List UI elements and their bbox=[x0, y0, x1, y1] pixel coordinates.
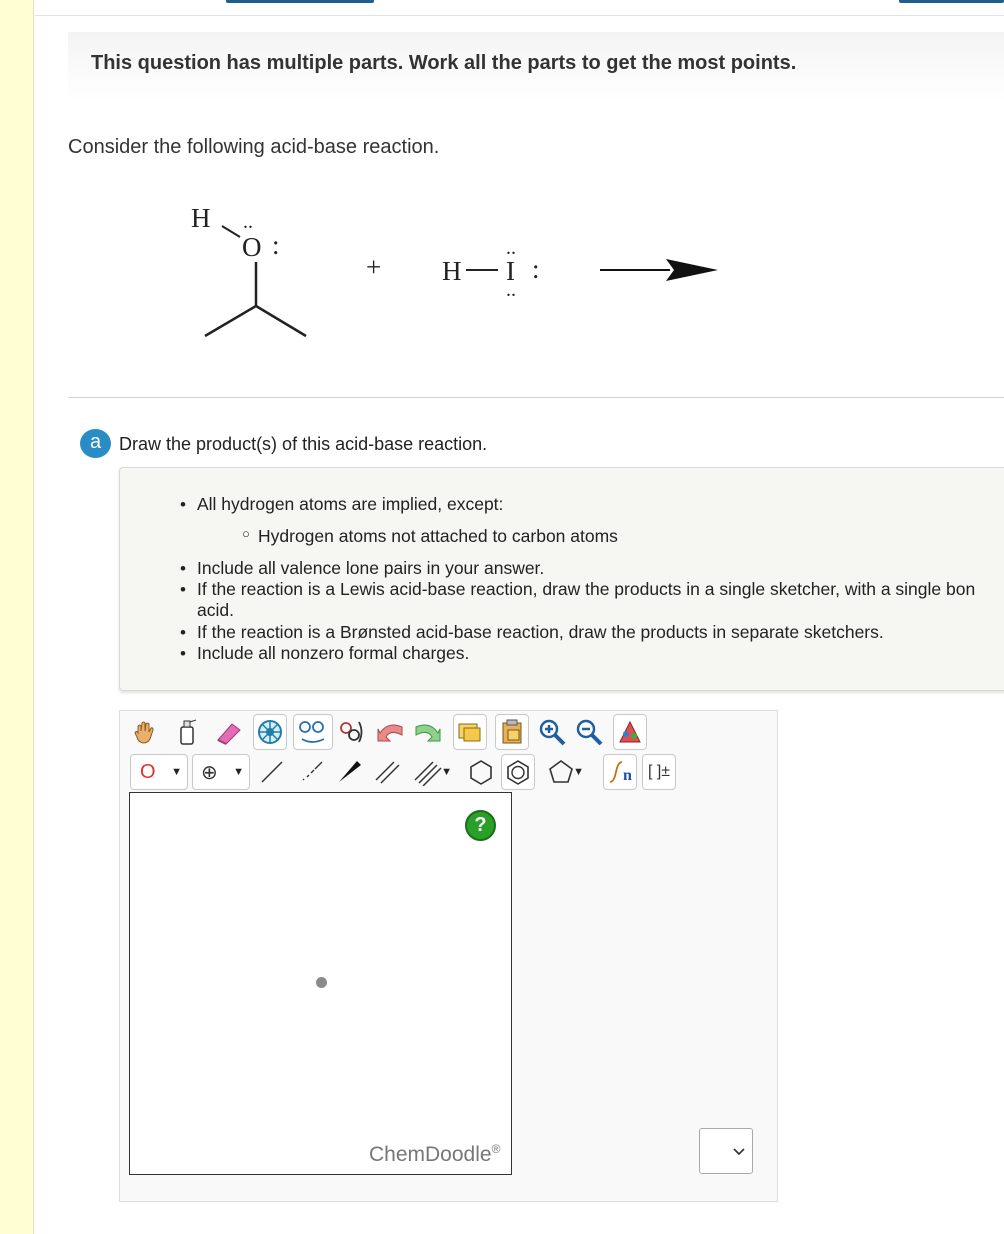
bullet-icon: • bbox=[180, 644, 186, 663]
single-bond-icon[interactable] bbox=[255, 754, 289, 790]
part-a-badge: a bbox=[80, 429, 111, 458]
chevron-down-icon: ▼ bbox=[233, 766, 244, 778]
question-intro: Consider the following acid-base reaction. bbox=[68, 136, 440, 158]
instruction-lone-pairs: Include all valence lone pairs in your answer. bbox=[197, 558, 545, 578]
instruction-hydrogens: All hydrogen atoms are implied, except: bbox=[197, 494, 504, 514]
chemdoodle-brand bbox=[369, 1142, 500, 1167]
settings-icon[interactable] bbox=[253, 714, 287, 750]
reactant1-lone-pair-top: .. bbox=[243, 211, 253, 233]
hashed-bond-icon[interactable] bbox=[294, 754, 328, 790]
toolbar-row-2 bbox=[128, 754, 688, 792]
brand-mark: ® bbox=[491, 1142, 501, 1156]
reactant1-oxygen: O bbox=[242, 232, 262, 262]
element-selector-label: O bbox=[140, 760, 156, 783]
charge-tool-label: ⊕ bbox=[201, 761, 218, 784]
wedge-bond-icon[interactable] bbox=[332, 754, 366, 790]
redo-icon[interactable] bbox=[411, 714, 445, 750]
copy-icon[interactable] bbox=[453, 714, 487, 750]
top-tab-right[interactable] bbox=[899, 0, 1004, 3]
bullet-icon: • bbox=[180, 580, 186, 599]
cyclohexane-icon[interactable] bbox=[464, 754, 498, 790]
template-label: n bbox=[623, 767, 632, 784]
drawing-canvas[interactable] bbox=[129, 792, 512, 1175]
bracket-tool[interactable] bbox=[642, 754, 676, 790]
reactant2-hydrogen: H bbox=[442, 256, 462, 286]
reactant1-lone-pair-right: : bbox=[272, 230, 280, 260]
chain-icon[interactable] bbox=[334, 714, 368, 750]
spray-icon[interactable] bbox=[170, 714, 204, 750]
triple-bond-icon[interactable] bbox=[408, 754, 452, 790]
clean-icon[interactable] bbox=[613, 714, 647, 750]
zoom-out-icon[interactable] bbox=[572, 714, 606, 750]
reactant2-lone-pair-right: : bbox=[532, 254, 540, 284]
top-tab-left[interactable] bbox=[226, 0, 374, 3]
instruction-lewis: If the reaction is a Lewis acid-base reaction, draw the products in a single sketcher, with a single bon bbox=[197, 579, 976, 599]
element-selector[interactable] bbox=[130, 754, 188, 790]
chevron-down-icon bbox=[700, 1129, 752, 1173]
instruction-bronsted: If the reaction is a Brønsted acid-base reaction, draw the products in separate sketchers. bbox=[197, 622, 884, 642]
double-bond-icon[interactable] bbox=[370, 754, 404, 790]
ring-icon[interactable] bbox=[293, 714, 333, 750]
zoom-in-icon[interactable] bbox=[535, 714, 569, 750]
undo-icon[interactable] bbox=[373, 714, 407, 750]
chevron-down-icon: ▼ bbox=[171, 766, 182, 778]
bullet-icon: • bbox=[180, 623, 186, 642]
reaction-arrow bbox=[600, 259, 718, 281]
hand-icon[interactable] bbox=[128, 714, 162, 750]
sub-bullet-icon: ○ bbox=[242, 526, 250, 541]
left-margin-strip bbox=[0, 0, 34, 1234]
help-button[interactable]: ? bbox=[465, 810, 496, 841]
plus-sign: + bbox=[366, 252, 382, 282]
section-divider bbox=[68, 397, 1004, 398]
canvas-cursor-dot bbox=[316, 977, 327, 988]
cyclopentane-icon[interactable] bbox=[540, 754, 582, 790]
instruction-formal-charges: Include all nonzero formal charges. bbox=[197, 643, 470, 663]
reactant1-hydrogen: H bbox=[191, 203, 211, 233]
template-icon[interactable] bbox=[603, 754, 637, 790]
reactant2-lone-pair-bottom: .. bbox=[506, 279, 516, 301]
reaction-scheme bbox=[180, 190, 740, 350]
bracket-tool-label: [ ]± bbox=[647, 763, 671, 780]
part-a-prompt: Draw the product(s) of this acid-base reaction. bbox=[119, 434, 488, 454]
instruction-hydrogens-exception: Hydrogen atoms not attached to carbon atoms bbox=[258, 526, 618, 546]
toolbar-row-1 bbox=[128, 714, 658, 752]
charge-tool[interactable] bbox=[192, 754, 250, 790]
reactant2-iodine: I bbox=[506, 256, 515, 286]
banner-text: This question has multiple parts. Work all the parts to get the most points. bbox=[91, 52, 797, 74]
eraser-icon[interactable] bbox=[212, 714, 246, 750]
top-bar bbox=[35, 0, 1004, 16]
instruction-lewis-cont: acid. bbox=[197, 600, 234, 620]
sketcher-dropdown[interactable] bbox=[699, 1128, 753, 1174]
multipart-banner bbox=[68, 32, 1004, 102]
benzene-icon[interactable] bbox=[501, 754, 535, 790]
paste-icon[interactable] bbox=[495, 714, 529, 750]
chevron-down-icon: ▼ bbox=[573, 766, 584, 778]
bullet-icon: • bbox=[180, 559, 186, 578]
reactant2-lone-pair-top: .. bbox=[506, 237, 516, 259]
brand-text: ChemDoodle bbox=[369, 1143, 492, 1166]
instructions-box bbox=[119, 467, 1004, 691]
chevron-down-icon: ▼ bbox=[441, 766, 452, 778]
bullet-icon: • bbox=[180, 495, 186, 514]
